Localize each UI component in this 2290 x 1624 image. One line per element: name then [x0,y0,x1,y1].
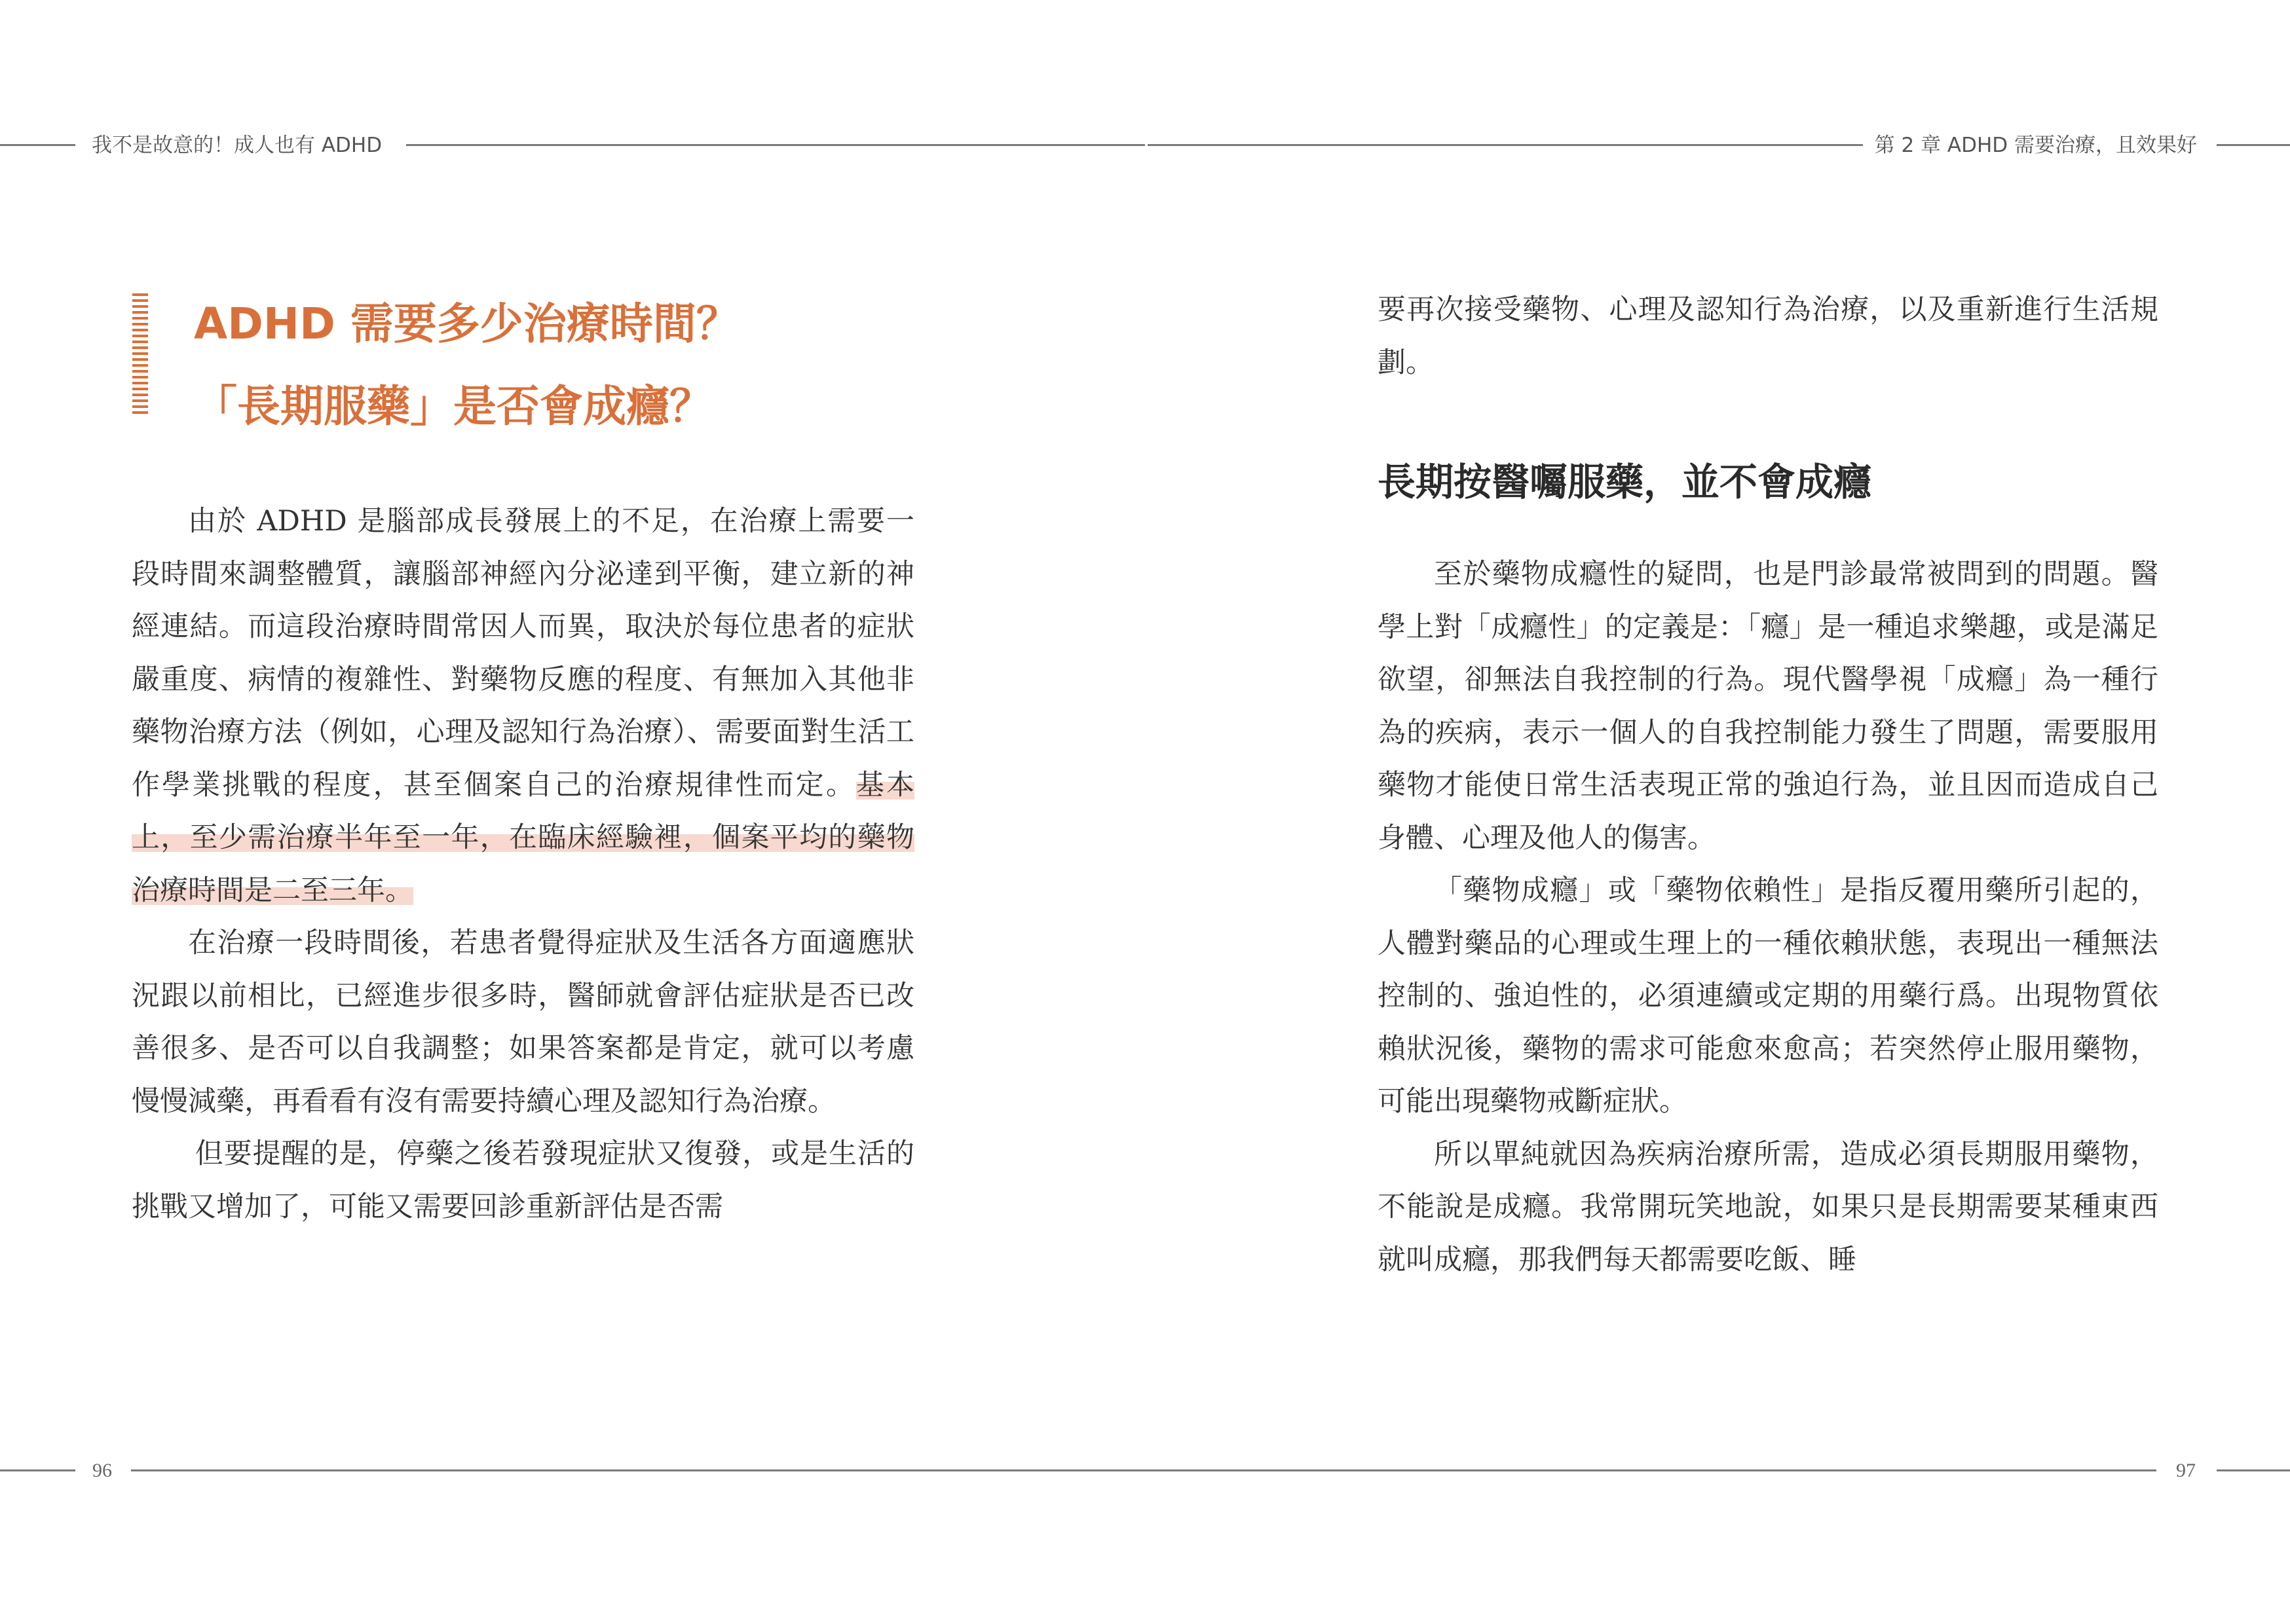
left-paragraph-2: 在治療一段時間後，若患者覺得症狀及生活各方面適應狀況跟以前相比，已經進步很多時，醫師就會評估症狀是否已改善很多、是否可以自我調整；如果答案都是肯定，就可以考慮慢慢減藥，再看看有沒有需要持續心理及認知行為治療。 [132,927,914,1118]
title-line-2: 「長期服藥」是否會成癮？ [194,381,713,432]
header-rule-right-inner [1148,144,1863,146]
left-paragraph-1 [132,495,914,917]
footer-rule-main [131,1469,2156,1471]
left-paragraph-1-text: 由於 ADHD 是腦部成長發展上的不足，在治療上需要一段時間來調整體質，讓腦部神經內分泌達到平衡，建立新的神經連結。而這段治療時間常因人而異，取決於每位患者的症狀嚴重度、病情的複雜性、對藥物反應的程度、有無加入其他非藥物治療方法（例如，心理及認知行為治療）、需要面對生活工作學業挑戰的程度，甚至個案自己的治療規律性而定。 [132,505,914,802]
page-number-left: 96 [92,1460,112,1481]
title-accent-bar [132,293,148,415]
right-body-text [1378,548,2158,1286]
right-continuation-paragraph: 要再次接受藥物、心理及認知行為治療，以及重新進行生活規劃。 [1378,293,2158,379]
footer-rule-left-outer [0,1469,75,1471]
left-paragraph-3: 但要提醒的是，停藥之後若發現症狀又復發，或是生活的挑戰又增加了，可能又需要回診重新評估是否需 [132,1137,914,1223]
left-body-text [132,495,914,1233]
highlighted-key-sentence: 基本上，至少需治療半年至一年，在臨床經驗裡，個案平均的藥物治療時間是二至三年。 [132,768,915,907]
footer-rule-right-outer [2217,1469,2290,1471]
right-paragraph-1: 至於藥物成癮性的疑問，也是門診最常被問到的問題。醫學上對「成癮性」的定義是：「癮」是一種追求樂趣，或是滿足欲望，卻無法自我控制的行為。現代醫學視「成癮」為一種行為的疾病，表示一個人的自我控制能力發生了問題，需要服用藥物才能使日常生活表現正常的強迫行為，並且因而造成自己身體、心理及他人的傷害。 [1378,558,2158,855]
header-rule-left-outer [0,144,75,146]
section-subheading: 長期按醫囑服藥，並不會成癮 [1378,460,1872,504]
header-rule-right-outer [2217,144,2290,146]
chapter-section-title [194,283,740,448]
right-paragraph-3: 所以單純就因為疾病治療所需，造成必須長期服用藥物，不能說是成癮。我常開玩笑地說，如果只是長期需要某種東西就叫成癮，那我們每天都需要吃飯、睡 [1378,1137,2158,1276]
header-rule-left-inner [406,144,1145,146]
right-paragraph-2: 「藥物成癮」或「藥物依賴性」是指反覆用藥所引起的，人體對藥品的心理或生理上的一種依賴狀態，表現出一種無法控制的、強迫性的，必須連續或定期的用藥行爲。出現物質依賴狀況後，藥物的需求可能愈來愈高；若突然停止服用藥物，可能出現藥物戒斷症狀。 [1378,874,2158,1118]
title-line-1: ADHD 需要多少治療時間？ [194,299,740,349]
running-head-right: 第 2 章 ADHD 需要治療，且效果好 [1874,134,2197,157]
right-continuation-text [1378,284,2158,389]
page-number-right: 97 [2176,1460,2196,1481]
running-head-left: 我不是故意的！成人也有 ADHD [92,134,383,157]
